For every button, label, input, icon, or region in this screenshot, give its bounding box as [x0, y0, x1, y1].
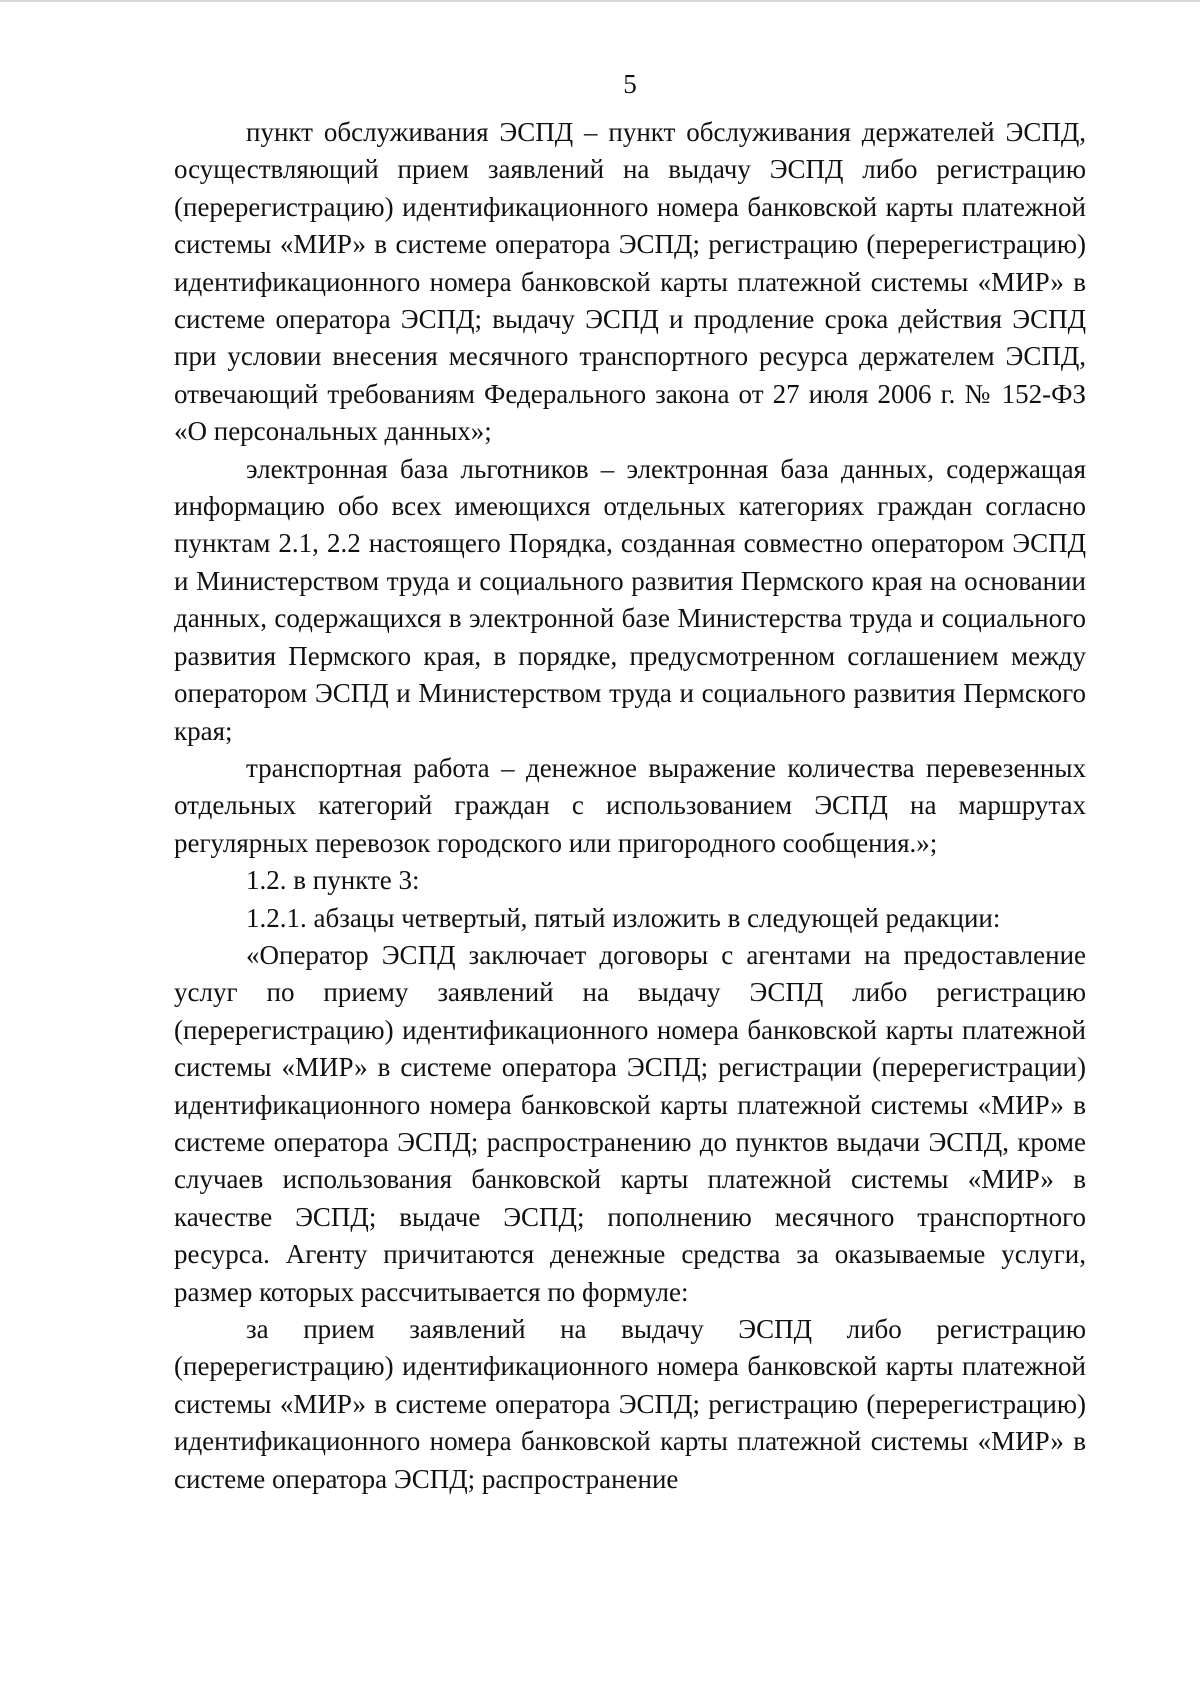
paragraph-operator-agent-contracts: «Оператор ЭСПД заключает договоры с агентами на предоставление услуг по приему заявлений на выдачу ЭСПД либо регистрацию (перерегистрацию) идентификационного номера банковской карты платежной системы «МИР» в системе оператора ЭСПД; регистрации (перерегистрации) идентификационного номера банковской карты платежной системы «МИР» в системе оператора ЭСПД; распространению до пунктов выдачи ЭСПД, кроме случаев использования банковской карты платежной системы «МИР» в качестве ЭСПД; выдаче ЭСПД; пополнению месячного транспортного ресурса. Агенту причитаются денежные средства за оказываемые услуги, размер которых рассчитывается по формуле:: [174, 939, 1086, 1307]
paragraph-transport-work-definition: транспортная работа – денежное выражение количества перевезенных отдельных категорий граждан с использованием ЭСПД на маршрутах регулярных перевозок городского или пригородного сообщения.»;: [174, 752, 1086, 858]
page-number: 5: [623, 69, 637, 99]
paragraph-beneficiary-database-definition: электронная база льготников – электронная база данных, содержащая информацию обо всех имеющихся отдельных категориях граждан согласно пунктам 2.1, 2.2 настоящего Порядка, созданная совместно оператором ЭСПД и Министерством труда и социального развития Пермского края на основании данных, содержащихся в электронной базе Министерства труда и социального развития Пермского края, в порядке, предусмотренном соглашением между оператором ЭСПД и Министерством труда и социального развития Пермского края;: [174, 453, 1086, 746]
paragraph-service-point-definition: пункт обслуживания ЭСПД – пункт обслуживания держателей ЭСПД, осуществляющий прием заявлений на выдачу ЭСПД либо регистрацию (перерегистрацию) идентификационного номера банковской карты платежной системы «МИР» в системе оператора ЭСПД; регистрацию (перерегистрацию) идентификационного номера банковской карты платежной системы «МИР» в системе оператора ЭСПД; выдачу ЭСПД и продление срока действия ЭСПД при условии внесения месячного транспортного ресурса держателем ЭСПД, отвечающий требованиям Федерального закона от 27 июля 2006 г. № 152-ФЗ «О персональных данных»;: [174, 117, 1086, 447]
paragraph-clause-1-2-1: 1.2.1. абзацы четвертый, пятый изложить в следующей редакции:: [246, 902, 1001, 933]
scan-edge-line: [0, 0, 1200, 2]
paragraph-formula-item: за прием заявлений на выдачу ЭСПД либо регистрацию (перерегистрацию) идентификационного номера банковской карты платежной системы «МИР» в системе оператора ЭСПД; регистрацию (перерегистрацию) идентификационного номера банковской карты платежной системы «МИР» в системе оператора ЭСПД; распространение: [174, 1314, 1086, 1494]
document-page: [174, 66, 1086, 1498]
paragraph-clause-1-2: 1.2. в пункте 3:: [246, 865, 420, 896]
